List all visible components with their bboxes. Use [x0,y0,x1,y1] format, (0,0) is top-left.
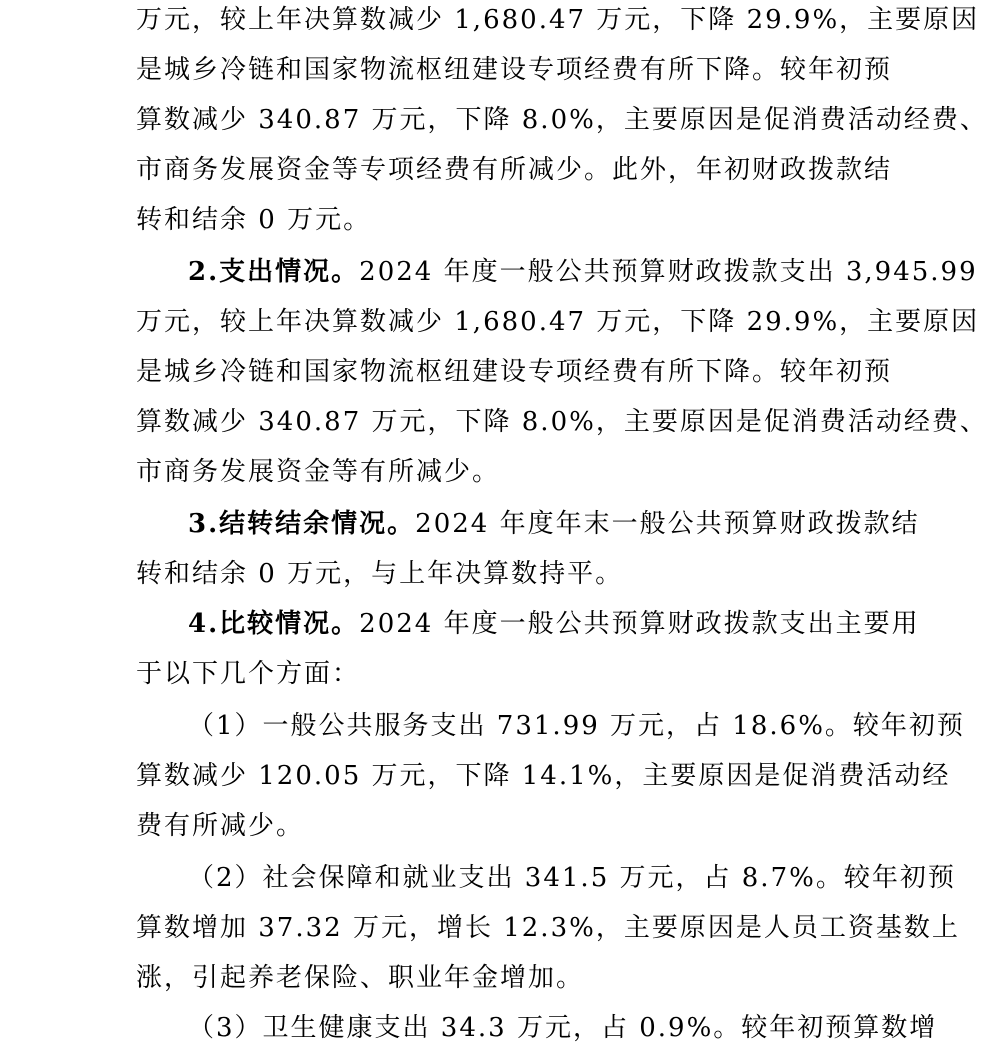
paragraph-line: 算数减少 340.87 万元，下降 8.0%，主要原因是促消费活动经费、 [136,105,988,135]
paragraph-line: 转和结余 0 万元，与上年决算数持平。 [136,559,624,589]
paragraph-line: 于以下几个方面： [136,659,361,689]
list-item-line: （1）一般公共服务支出 731.99 万元，占 18.6%。较年初预 [188,711,965,741]
paragraph-line: 市商务发展资金等专项经费有所减少。此外，年初财政拨款结 [136,155,893,185]
paragraph-line: 算数增加 37.32 万元，增长 12.3%，主要原因是人员工资基数上 [136,913,960,943]
paragraph-line: 算数减少 120.05 万元，下降 14.1%，主要原因是促消费活动经 [136,761,951,791]
paragraph-line: 转和结余 0 万元。 [136,205,372,235]
paragraph-line: 费有所减少。 [136,811,305,841]
paragraph-line: 涨，引起养老保险、职业年金增加。 [136,963,585,993]
section-heading: 4.比较情况。 [188,609,360,639]
section-heading: 2.支出情况。 [188,257,360,287]
list-item-line: （2）社会保障和就业支出 341.5 万元，占 8.7%。较年初预 [188,863,956,893]
paragraph-line: 是城乡冷链和国家物流枢纽建设专项经费有所下降。较年初预 [136,55,893,85]
paragraph-line: 万元，较上年决算数减少 1,680.47 万元，下降 29.9%，主要原因 [136,5,980,35]
paragraph-line: 市商务发展资金等有所减少。 [136,457,501,487]
paragraph-line: 算数减少 340.87 万元，下降 8.0%，主要原因是促消费活动经费、 [136,407,988,437]
section-heading-line: 2.支出情况。2024 年度一般公共预算财政拨款支出 3,945.99 [188,257,978,287]
list-item-line: （3）卫生健康支出 34.3 万元，占 0.9%。较年初预算数增 [188,1013,938,1043]
section-heading-line: 3.结转结余情况。2024 年度年末一般公共预算财政拨款结 [188,509,920,539]
section-heading-line: 4.比较情况。2024 年度一般公共预算财政拨款支出主要用 [188,609,920,639]
paragraph-line: 万元，较上年决算数减少 1,680.47 万元，下降 29.9%，主要原因 [136,307,980,337]
section-heading: 3.结转结余情况。 [188,509,416,539]
paragraph-line: 是城乡冷链和国家物流枢纽建设专项经费有所下降。较年初预 [136,357,893,387]
